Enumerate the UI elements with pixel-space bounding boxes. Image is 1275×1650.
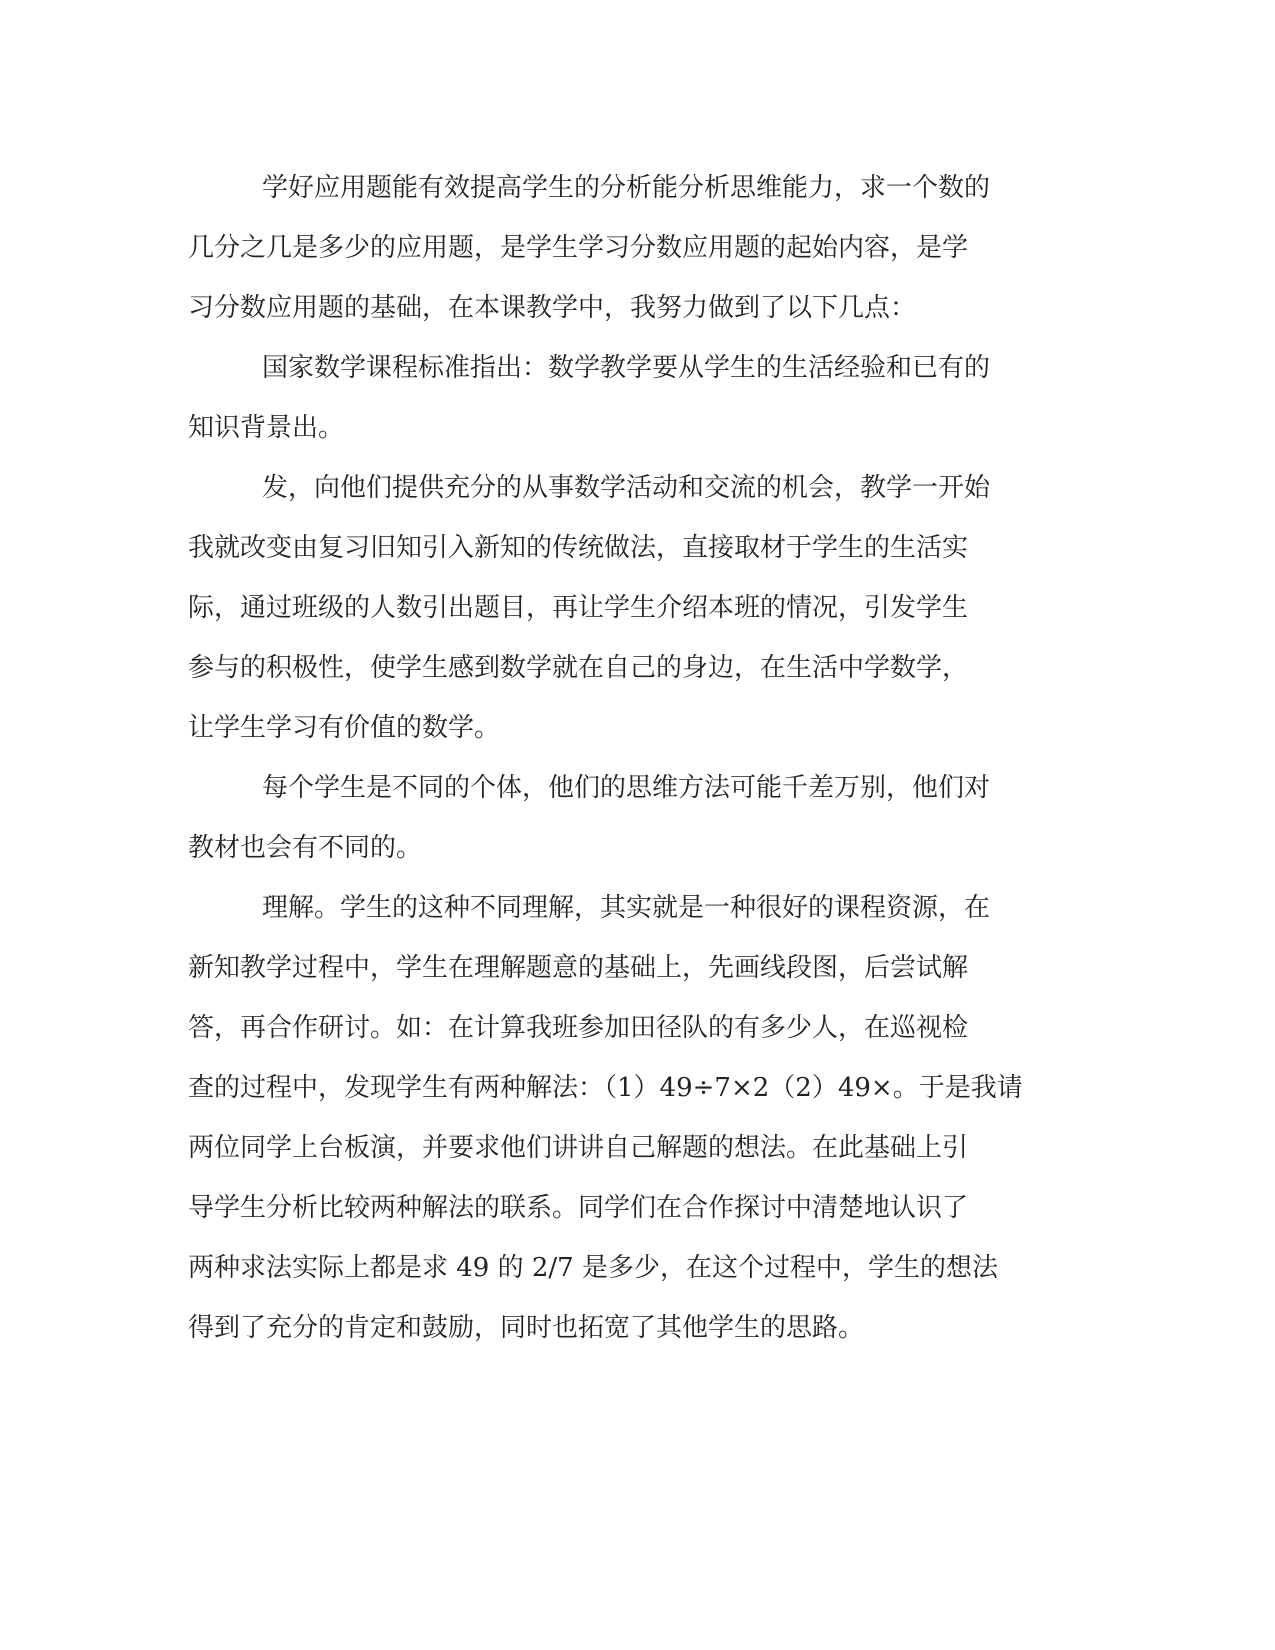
paragraph-5-line-7: 两种求法实际上都是求 49 的 2/7 是多少，在这个过程中，学生的想法: [188, 1253, 998, 1283]
paragraph-4-line-1: 每个学生是不同的个体，他们的思维方法可能千差万别，他们对: [262, 773, 991, 803]
paragraph-4-line-2: 教材也会有不同的。: [188, 833, 423, 863]
paragraph-1-line-1: 学好应用题能有效提高学生的分析能分析思维能力，求一个数的: [262, 173, 991, 203]
paragraph-5-line-2: 新知教学过程中，学生在理解题意的基础上，先画线段图，后尝试解: [188, 953, 969, 983]
paragraph-5-line-4: 查的过程中，发现学生有两种解法：（1）49÷7×2（2）49×。于是我请: [188, 1073, 1023, 1103]
paragraph-3-line-2: 我就改变由复习旧知引入新知的传统做法，直接取材于学生的生活实: [188, 533, 969, 563]
body-text: [188, 158, 1068, 1358]
paragraph-3-line-1: 发，向他们提供充分的从事数学活动和交流的机会，教学一开始: [262, 473, 991, 503]
paragraph-3-line-4: 参与的积极性，使学生感到数学就在自己的身边，在生活中学数学，: [188, 653, 969, 683]
paragraph-5-line-8: 得到了充分的肯定和鼓励，同时也拓宽了其他学生的思路。: [188, 1313, 865, 1343]
paragraph-2-line-2: 知识背景出。: [188, 413, 345, 443]
paragraph-5-line-5: 两位同学上台板演，并要求他们讲讲自己解题的想法。在此基础上引: [188, 1133, 969, 1163]
paragraph-5-line-3: 答，再合作研讨。如：在计算我班参加田径队的有多少人，在巡视检: [188, 1013, 969, 1043]
paragraph-3-line-3: 际，通过班级的人数引出题目，再让学生介绍本班的情况，引发学生: [188, 593, 969, 623]
paragraph-2-line-1: 国家数学课程标准指出：数学教学要从学生的生活经验和已有的: [262, 353, 991, 383]
paragraph-5-line-1: 理解。学生的这种不同理解，其实就是一种很好的课程资源，在: [262, 893, 991, 923]
paragraph-3-line-5: 让学生学习有价值的数学。: [188, 713, 501, 743]
paragraph-1-line-2: 几分之几是多少的应用题，是学生学习分数应用题的起始内容，是学: [188, 233, 969, 263]
paragraph-1-line-3: 习分数应用题的基础，在本课教学中，我努力做到了以下几点：: [188, 293, 917, 323]
paragraph-5-line-6: 导学生分析比较两种解法的联系。同学们在合作探讨中清楚地认识了: [188, 1193, 969, 1223]
